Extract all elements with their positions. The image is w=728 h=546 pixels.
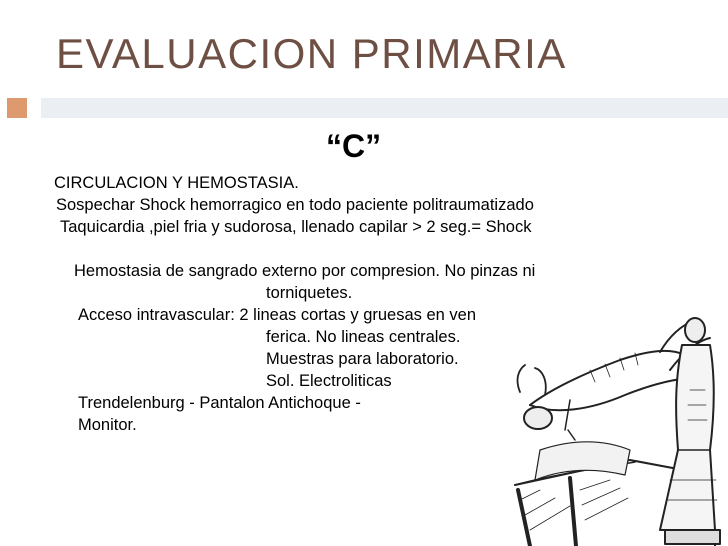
line-circulacion: CIRCULACION Y HEMOSTASIA. (54, 174, 299, 192)
line-trendelenburg: Trendelenburg - Pantalon Antichoque - (78, 394, 361, 412)
line-ferica: ferica. No lineas centrales. (266, 328, 461, 346)
section-letter: “C” (326, 128, 382, 164)
divider-bar (41, 98, 728, 118)
accent-square (7, 98, 27, 118)
line-torniquetes: torniquetes. (266, 284, 353, 302)
line-acceso: Acceso intravascular: 2 lineas cortas y gruesas en ven (78, 306, 477, 324)
line-monitor: Monitor. (78, 416, 137, 434)
line-muestras: Muestras para laboratorio. (266, 350, 459, 368)
slide-title: EVALUACION PRIMARIA (56, 30, 567, 77)
title-rule (0, 98, 728, 118)
line-taquicardia: Taquicardia ,piel fria y sudorosa, llenado capilar > 2 seg.= Shock (60, 218, 532, 236)
line-sospechar: Sospechar Shock hemorragico en todo paciente politraumatizado (56, 196, 534, 214)
line-hemostasia: Hemostasia de sangrado externo por compresion. No pinzas ni (74, 262, 536, 280)
line-electroliticas: Sol. Electroliticas (266, 372, 392, 390)
patient-illustration (510, 300, 728, 546)
